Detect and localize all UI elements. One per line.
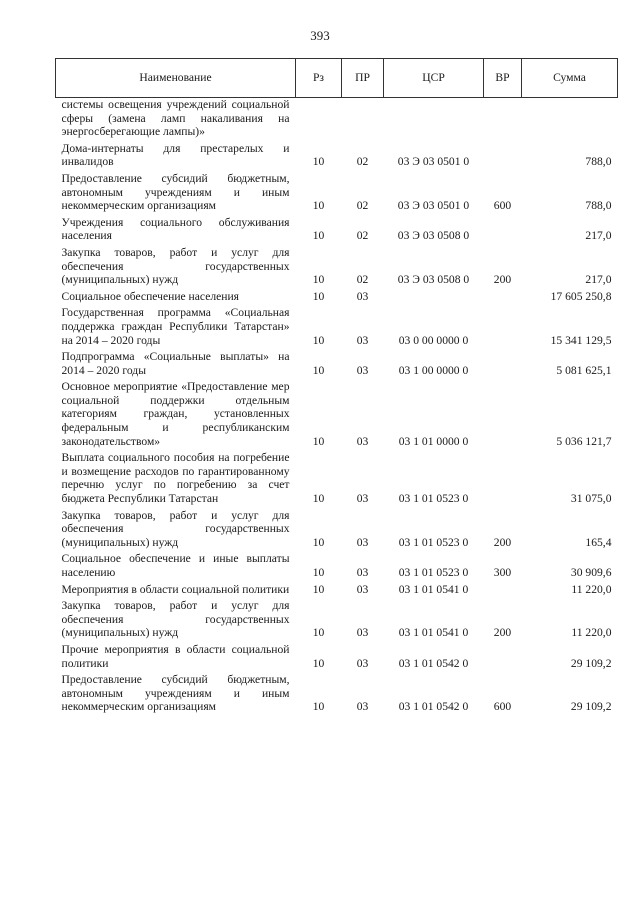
table-row: [56, 508, 618, 552]
row-name: Закупка товаров, работ и услуг для обеспечения государственных (муниципальных) нужд: [61, 599, 290, 640]
row-pr: 03: [356, 535, 369, 549]
row-csr: 03 1 00 0000 0: [398, 363, 469, 377]
row-rz: 10: [312, 273, 325, 287]
row-csr: 03 Э 03 0501 0: [397, 199, 470, 213]
row-sum: 31 075,0: [570, 492, 612, 506]
row-name: системы освещения учреждений социальной сферы (замена ламп накаливания на энергосберегающие лампы)»: [61, 98, 290, 139]
row-rz: 10: [312, 363, 325, 377]
row-rz: 10: [312, 155, 325, 169]
row-pr: 03: [356, 492, 369, 506]
table-row: [56, 551, 618, 581]
header-name: Наименование: [56, 59, 296, 98]
row-pr: 02: [356, 155, 369, 169]
table-row: [56, 379, 618, 450]
row-name: Государственная программа «Социальная поддержка граждан Республики Татарстан» на 2014 – 2020 годы: [61, 306, 290, 347]
table-row: [56, 450, 618, 507]
row-pr: [342, 98, 384, 141]
table-row: [56, 289, 618, 306]
row-vr: [484, 450, 522, 507]
header-rz: Рз: [296, 59, 342, 98]
table-row: [56, 171, 618, 215]
row-rz: 10: [312, 229, 325, 243]
row-vr: 300: [493, 566, 512, 579]
row-vr: 200: [493, 626, 512, 640]
row-pr: 02: [356, 273, 369, 287]
row-name: Закупка товаров, работ и услуг для обеспечения государственных (муниципальных) нужд: [61, 245, 290, 287]
table-row: [56, 305, 618, 349]
row-vr: 600: [493, 700, 512, 714]
row-csr: 03 1 01 0542 0: [398, 700, 469, 714]
row-name: Учреждения социального обслуживания населения: [61, 215, 290, 243]
table-row: [56, 349, 618, 379]
row-csr: 03 1 01 0542 0: [398, 656, 469, 670]
table-header-row: [56, 59, 618, 98]
row-rz: [296, 98, 342, 141]
row-vr: [484, 305, 522, 349]
row-vr: 600: [493, 199, 512, 213]
row-sum: 217,0: [585, 273, 612, 287]
row-csr: 03 1 01 0000 0: [398, 434, 469, 448]
row-name: Дома-интернаты для престарелых и инвалидов: [61, 141, 290, 169]
row-vr: [484, 642, 522, 672]
budget-table: [55, 58, 618, 716]
row-csr: 03 1 01 0523 0: [398, 492, 469, 506]
row-sum: 15 341 129,5: [550, 333, 612, 347]
row-sum: 11 220,0: [571, 626, 612, 640]
row-sum: 29 109,2: [570, 656, 612, 670]
row-sum: 5 081 625,1: [556, 363, 612, 377]
row-csr: 03 Э 03 0508 0: [397, 229, 470, 243]
header-vr: ВР: [484, 59, 522, 98]
row-csr: [384, 289, 484, 306]
row-csr: 03 Э 03 0501 0: [397, 155, 470, 169]
row-pr: 03: [356, 434, 369, 448]
header-sum: Сумма: [522, 59, 618, 98]
row-pr: 02: [356, 199, 369, 213]
table-row: [56, 582, 618, 599]
table-row: [56, 245, 618, 289]
row-name: Социальное обеспечение и иные выплаты населению: [61, 552, 290, 579]
row-pr: 03: [356, 700, 369, 714]
row-rz: 10: [312, 626, 325, 640]
row-sum: 11 220,0: [571, 582, 612, 596]
row-vr: [484, 215, 522, 245]
row-sum: [522, 98, 618, 141]
row-rz: 10: [312, 656, 325, 670]
row-rz: 10: [312, 199, 325, 213]
header-csr: ЦСР: [384, 59, 484, 98]
table-row: [56, 642, 618, 672]
row-vr: [484, 141, 522, 171]
row-name: Выплата социального пособия на погребение и возмещение расходов по гарантированному перечню услуг по погребению за счет бюджета Республики Татарстан: [61, 451, 290, 506]
row-csr: [384, 98, 484, 141]
row-pr: 03: [356, 582, 369, 596]
row-csr: 03 1 01 0541 0: [398, 582, 469, 596]
row-sum: 165,4: [585, 535, 612, 549]
row-sum: 788,0: [585, 155, 612, 169]
row-sum: 788,0: [585, 199, 612, 213]
row-name: Прочие мероприятия в области социальной политики: [61, 642, 290, 670]
row-vr: 200: [493, 273, 512, 287]
row-rz: 10: [312, 289, 325, 303]
table-row: [56, 672, 618, 716]
row-rz: 10: [312, 535, 325, 549]
row-sum: 5 036 121,7: [556, 434, 612, 448]
row-sum: 217,0: [585, 229, 612, 243]
row-name: Основное мероприятие «Предоставление мер социальной поддержки отдельным категориям граждан, установленных федеральным и республиканским законодательством»: [61, 380, 290, 448]
row-vr: [484, 379, 522, 450]
row-pr: 03: [356, 289, 369, 303]
row-csr: 03 1 01 0523 0: [398, 566, 469, 579]
row-vr: [484, 349, 522, 379]
table-row: [56, 598, 618, 642]
row-name: Закупка товаров, работ и услуг для обеспечения государственных (муниципальных) нужд: [61, 508, 290, 549]
row-pr: 03: [356, 363, 369, 377]
row-pr: 02: [356, 229, 369, 243]
table-row: [56, 215, 618, 245]
row-sum: 17 605 250,8: [550, 289, 612, 303]
row-csr: 03 0 00 0000 0: [398, 333, 469, 347]
row-rz: 10: [312, 434, 325, 448]
table-row: [56, 141, 618, 171]
row-name: Предоставление субсидий бюджетным, автономным учреждениям и иным некоммерческим организациям: [61, 673, 290, 714]
row-pr: 03: [356, 626, 369, 640]
row-vr: [484, 582, 522, 599]
row-name: Мероприятия в области социальной политики: [61, 582, 290, 596]
row-vr: 200: [493, 535, 512, 549]
row-rz: 10: [312, 700, 325, 714]
row-rz: 10: [312, 582, 325, 596]
header-pr: ПР: [342, 59, 384, 98]
row-csr: 03 1 01 0523 0: [398, 535, 469, 549]
table-row: [56, 98, 618, 141]
row-name: Предоставление субсидий бюджетным, автономным учреждениям и иным некоммерческим организациям: [61, 171, 290, 213]
row-name: Социальное обеспечение населения: [61, 289, 240, 303]
row-pr: 03: [356, 333, 369, 347]
row-csr: 03 Э 03 0508 0: [397, 273, 470, 287]
page-number: 393: [310, 28, 330, 43]
row-sum: 30 909,6: [570, 566, 612, 579]
row-vr: [484, 289, 522, 306]
row-sum: 29 109,2: [570, 700, 612, 714]
row-pr: 03: [356, 656, 369, 670]
row-rz: 10: [312, 566, 325, 579]
row-pr: 03: [356, 566, 369, 579]
row-vr: [484, 98, 522, 141]
row-name: Подпрограмма «Социальные выплаты» на 2014 – 2020 годы: [61, 350, 290, 377]
row-rz: 10: [312, 333, 325, 347]
row-rz: 10: [312, 492, 325, 506]
row-csr: 03 1 01 0541 0: [398, 626, 469, 640]
